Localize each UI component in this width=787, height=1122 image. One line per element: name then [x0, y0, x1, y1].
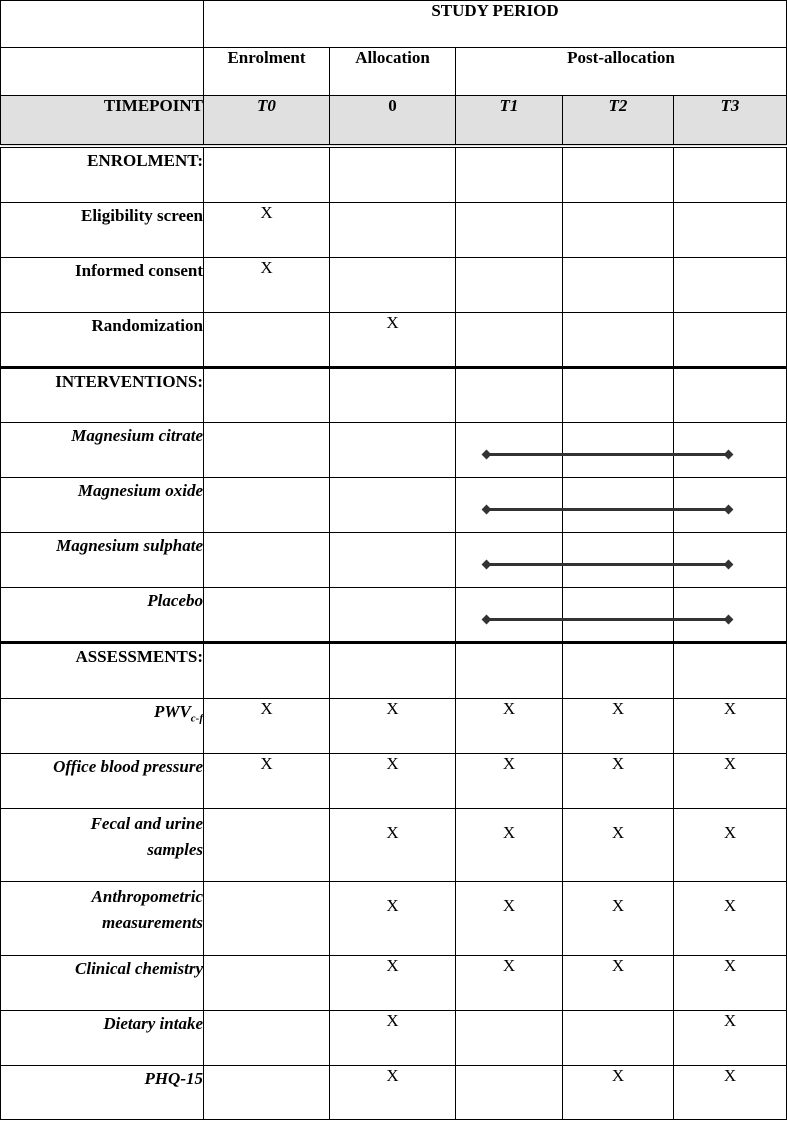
mark-cell	[456, 1066, 563, 1120]
mark-cell: X	[330, 754, 456, 809]
row-label: Clinical chemistry	[1, 956, 204, 1011]
timepoint-row	[1, 96, 787, 146]
header-row-phases	[1, 48, 787, 96]
intervention-row	[1, 478, 787, 533]
mark-cell	[563, 203, 674, 258]
intervention-label: Placebo	[1, 588, 204, 643]
mark-cell: X	[563, 956, 674, 1011]
table-row	[1, 699, 787, 754]
table-row	[1, 1066, 787, 1120]
mark-cell: X	[456, 882, 563, 956]
mark-cell: X	[674, 754, 787, 809]
mark-cell: X	[330, 956, 456, 1011]
table-row	[1, 203, 787, 258]
row-label: Dietary intake	[1, 1011, 204, 1066]
mark-cell: X	[330, 809, 456, 882]
mark-cell: X	[674, 1011, 787, 1066]
allocation-header: Allocation	[330, 48, 456, 96]
post-allocation-header: Post-allocation	[456, 48, 787, 96]
section-row-assessments	[1, 643, 787, 699]
mark-cell: X	[674, 1066, 787, 1120]
timepoint-t1: T1	[456, 96, 563, 146]
mark-cell: X	[456, 754, 563, 809]
intervention-bar-end	[674, 423, 787, 478]
row-label-line1: Anthropometric	[91, 887, 203, 906]
mark-cell: X	[674, 809, 787, 882]
mark-cell: X	[674, 956, 787, 1011]
table-row	[1, 258, 787, 313]
mark-cell	[204, 809, 330, 882]
mark-cell	[456, 1011, 563, 1066]
timepoint-t3: T3	[674, 96, 787, 146]
intervention-bar-mid	[563, 423, 674, 478]
intervention-row	[1, 423, 787, 478]
mark-cell: X	[456, 956, 563, 1011]
table-row	[1, 1011, 787, 1066]
section-label-assessments: ASSESSMENTS:	[1, 643, 204, 699]
intervention-bar-mid	[563, 588, 674, 643]
study-period-header: STUDY PERIOD	[204, 1, 787, 48]
intervention-bar-start	[456, 423, 563, 478]
section-row-interventions	[1, 368, 787, 423]
mark-cell: X	[204, 754, 330, 809]
row-label-line1: Fecal and urine	[90, 814, 203, 833]
blank-corner-2	[1, 48, 204, 96]
mark-cell: X	[563, 809, 674, 882]
mark-cell: X	[204, 699, 330, 754]
row-label-two-line	[1, 882, 204, 956]
mark-cell: X	[456, 809, 563, 882]
timepoint-t0: T0	[204, 96, 330, 146]
intervention-bar-start	[456, 588, 563, 643]
timepoint-t2: T2	[563, 96, 674, 146]
mark-cell: X	[563, 882, 674, 956]
intervention-bar-start	[456, 478, 563, 533]
intervention-bar-mid	[563, 533, 674, 588]
mark-cell	[456, 313, 563, 368]
table-row	[1, 754, 787, 809]
timepoint-label: TIMEPOINT	[1, 96, 204, 146]
row-label-line2: samples	[147, 840, 203, 859]
intervention-bar-end	[674, 478, 787, 533]
intervention-bar-start	[456, 533, 563, 588]
pwv-subscript: c-f	[190, 712, 203, 725]
mark-cell	[563, 313, 674, 368]
section-label-enrolment: ENROLMENT:	[1, 146, 204, 203]
mark-cell: X	[563, 699, 674, 754]
timepoint-0: 0	[330, 96, 456, 146]
intervention-row	[1, 588, 787, 643]
mark-cell: X	[204, 258, 330, 313]
mark-cell	[456, 203, 563, 258]
table-row	[1, 882, 787, 956]
blank-corner	[1, 1, 204, 48]
mark-cell	[674, 203, 787, 258]
mark-cell	[204, 313, 330, 368]
table-row	[1, 956, 787, 1011]
mark-cell: X	[330, 313, 456, 368]
row-label: PHQ-15	[1, 1066, 204, 1120]
row-label: Eligibility screen	[1, 203, 204, 258]
mark-cell: X	[330, 1066, 456, 1120]
section-label-interventions: INTERVENTIONS:	[1, 368, 204, 423]
row-label: Informed consent	[1, 258, 204, 313]
mark-cell: X	[456, 699, 563, 754]
mark-cell	[563, 1011, 674, 1066]
intervention-label: Magnesium oxide	[1, 478, 204, 533]
intervention-row	[1, 533, 787, 588]
mark-cell: X	[330, 1011, 456, 1066]
header-row-study-period	[1, 1, 787, 48]
mark-cell: X	[674, 699, 787, 754]
mark-cell	[330, 203, 456, 258]
intervention-label: Magnesium sulphate	[1, 533, 204, 588]
mark-cell: X	[330, 699, 456, 754]
intervention-bar-mid	[563, 478, 674, 533]
mark-cell: X	[563, 754, 674, 809]
intervention-bar-end	[674, 533, 787, 588]
mark-cell	[204, 882, 330, 956]
mark-cell	[674, 313, 787, 368]
section-row-enrolment	[1, 146, 787, 203]
row-label: Office blood pressure	[1, 754, 204, 809]
mark-cell	[563, 258, 674, 313]
mark-cell: X	[563, 1066, 674, 1120]
row-label-line2: measurements	[101, 913, 203, 932]
mark-cell: X	[674, 882, 787, 956]
table-row	[1, 313, 787, 368]
row-label: Randomization	[1, 313, 204, 368]
mark-cell: X	[204, 203, 330, 258]
mark-cell	[674, 258, 787, 313]
row-label-pwv	[1, 699, 204, 754]
mark-cell	[204, 956, 330, 1011]
row-label-two-line	[1, 809, 204, 882]
mark-cell	[204, 1066, 330, 1120]
enrolment-header: Enrolment	[204, 48, 330, 96]
mark-cell	[330, 258, 456, 313]
table-row	[1, 809, 787, 882]
mark-cell	[456, 258, 563, 313]
pwv-label: PWV	[153, 702, 191, 721]
mark-cell	[204, 1011, 330, 1066]
mark-cell: X	[330, 882, 456, 956]
intervention-label: Magnesium citrate	[1, 423, 204, 478]
intervention-bar-end	[674, 588, 787, 643]
